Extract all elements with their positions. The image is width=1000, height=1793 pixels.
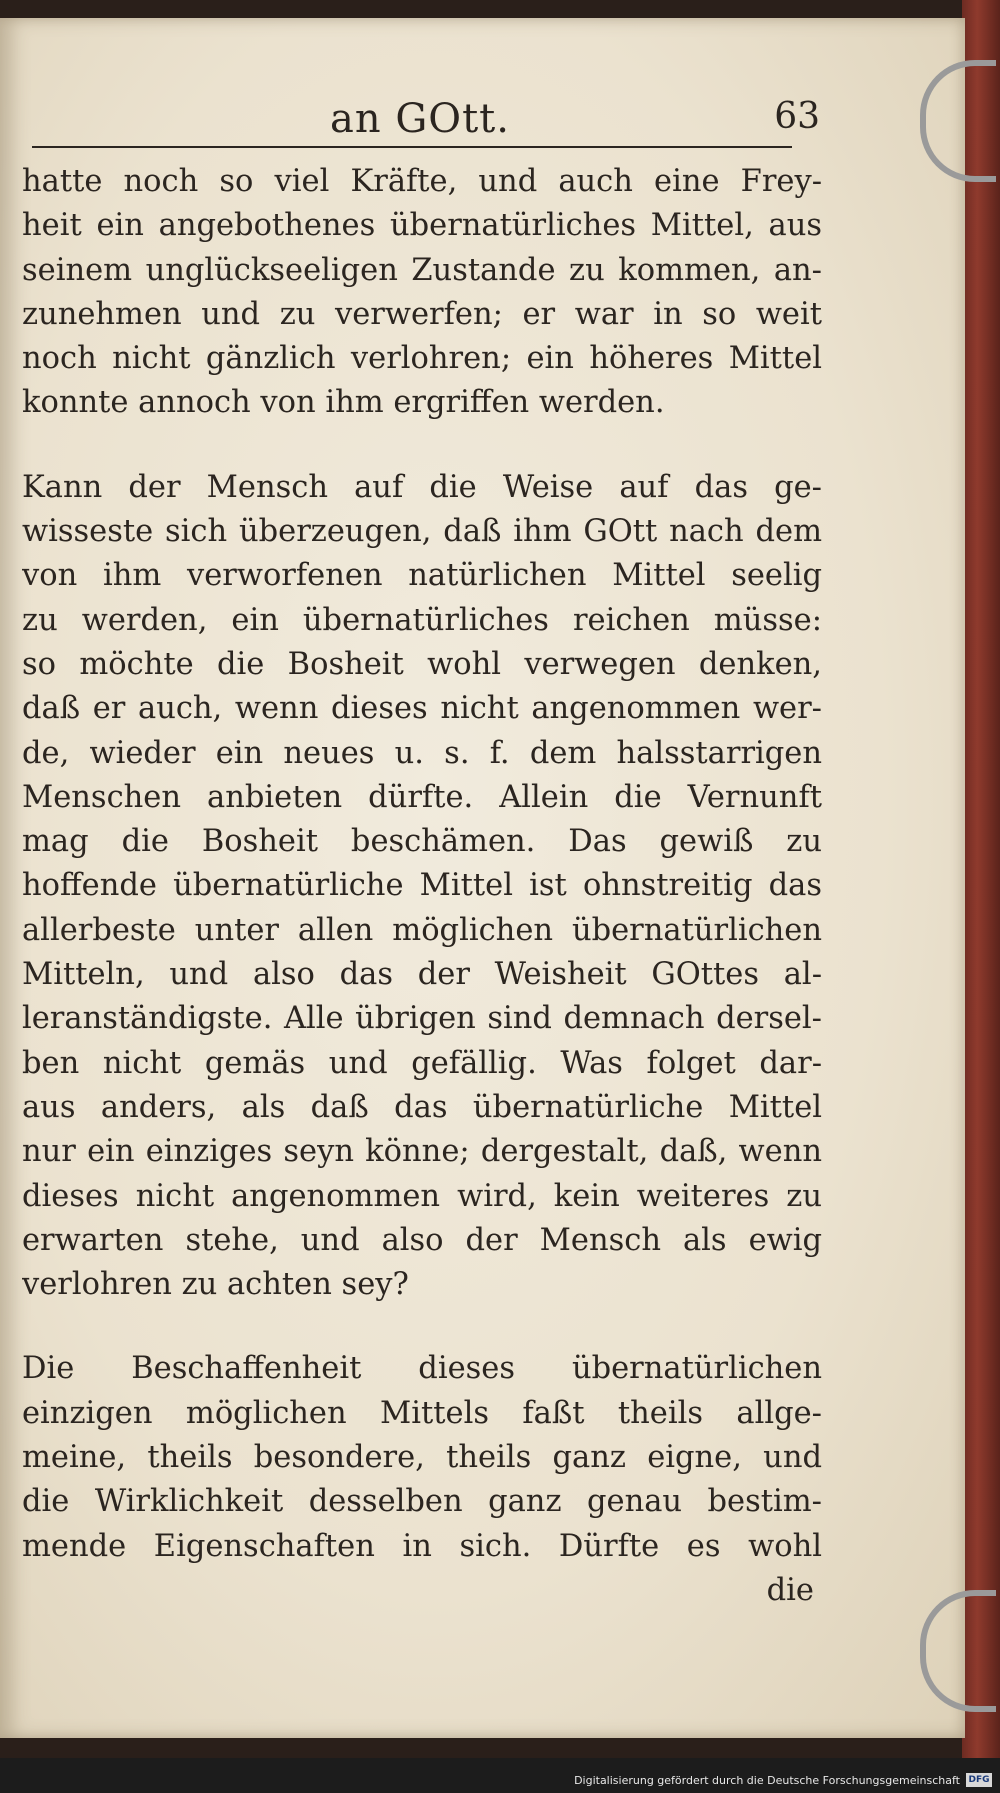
text-line: leranständigste. Alle übrigen sind demnach dersel- (22, 1001, 822, 1037)
catchword: die (766, 1572, 814, 1608)
text-line: mende Eigenschaften in sich. Dürfte es wohl (22, 1528, 822, 1564)
text-line: mag die Bosheit beschämen. Das gewiß zu (22, 824, 822, 860)
text-line: Menschen anbieten dürfte. Allein die Vernunft (22, 779, 822, 815)
text-line: von ihm verworfenen natürlichen Mittel seelig (22, 558, 822, 594)
text-line: hoffende übernatürliche Mittel ist ohnstreitig das (22, 868, 822, 904)
header-rule (32, 146, 792, 148)
funding-credit: Digitalisierung gefördert durch die Deutsche Forschungsgemeinschaft (574, 1774, 960, 1787)
dfg-logo-icon: DFG (966, 1773, 992, 1787)
text-line: verlohren zu achten sey? (22, 1267, 409, 1303)
text-line: meine, theils besondere, theils ganz eigne, und (22, 1440, 822, 1476)
body-text (22, 160, 822, 1613)
running-head-title: an GOtt. (330, 96, 510, 142)
text-line: seinem unglückseeligen Zustande zu kommen, an- (22, 252, 822, 288)
paragraph-3 (22, 1347, 822, 1568)
text-line: die Wirklichkeit desselben ganz genau bestim- (22, 1484, 822, 1520)
text-line: zunehmen und zu verwerfen; er war in so weit (22, 296, 822, 332)
text-line: Mitteln, und also das der Weisheit GOttes al- (22, 957, 822, 993)
text-line: hatte noch so viel Kräfte, und auch eine Frey- (22, 164, 822, 199)
text-line: konnte annoch von ihm ergriffen werden. (22, 385, 665, 421)
paragraph-gap (22, 1307, 822, 1347)
text-line: Die Beschaffenheit dieses übernatürlichen (22, 1351, 822, 1387)
text-line: noch nicht gänzlich verlohren; ein höheres Mittel (22, 341, 822, 377)
paragraph-2 (22, 466, 822, 1308)
text-line: einzigen möglichen Mittels faßt theils allge- (22, 1395, 822, 1431)
text-line: erwarten stehe, und also der Mensch als ewig (22, 1222, 822, 1258)
text-line: dieses nicht angenommen wird, kein weiteres zu (22, 1178, 822, 1214)
running-head (30, 88, 820, 148)
text-line: so möchte die Bosheit wohl verwegen denken, (22, 646, 822, 682)
page-number: 63 (774, 96, 820, 137)
text-line: allerbeste unter allen möglichen übernatürlichen (22, 912, 822, 948)
text-line: nur ein einziges seyn könne; dergestalt, daß, wenn (22, 1134, 822, 1170)
text-line: ben nicht gemäs und gefällig. Was folget dar- (22, 1045, 822, 1081)
paragraph-gap (22, 426, 822, 466)
text-line: aus anders, als daß das übernatürliche Mittel (22, 1089, 822, 1125)
text-line: zu werden, ein übernatürliches reichen müsse: (22, 602, 822, 638)
text-line: daß er auch, wenn dieses nicht angenommen wer- (22, 691, 822, 727)
text-line: wisseste sich überzeugen, daß ihm GOtt nach dem (22, 514, 822, 550)
text-line: de, wieder ein neues u. s. f. dem halsstarrigen (22, 735, 822, 771)
text-line: Kann der Mensch auf die Weise auf das ge- (22, 469, 822, 505)
text-line: heit ein angebothenes übernatürliches Mittel, aus (22, 208, 822, 244)
paragraph-1 (22, 160, 822, 426)
book-edge (962, 0, 1000, 1760)
